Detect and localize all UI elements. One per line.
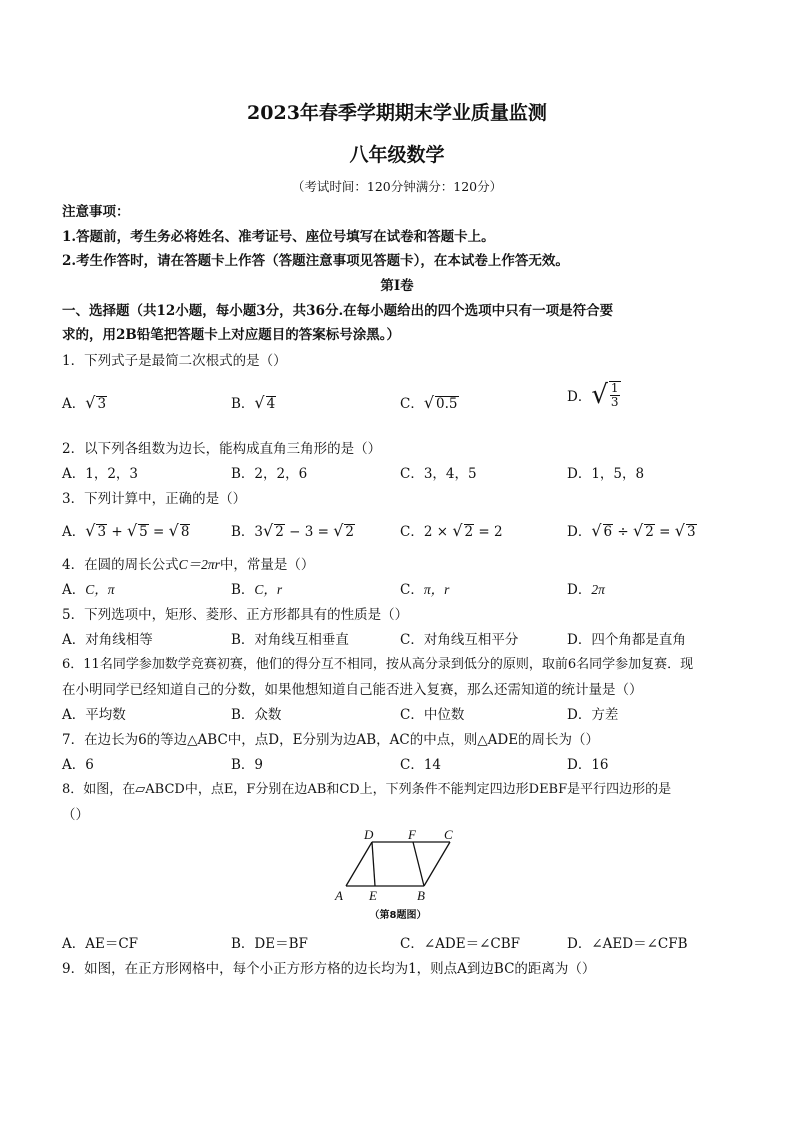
- q8-parallelogram-figure: [328, 826, 468, 924]
- q8-option-a: A．AE＝CF: [62, 936, 139, 952]
- q3-option-a: A．√ 3 + √ 5 = √ 8: [62, 521, 190, 540]
- q5-option-d: D．四个角都是直角: [567, 632, 686, 648]
- q5-stem: 5．下列选项中，矩形、菱形、正方形都具有的性质是（）: [62, 607, 409, 623]
- q3-stem: 3．下列计算中，正确的是（）: [62, 491, 247, 507]
- q8-label-b: B: [417, 888, 425, 903]
- q1-d-fraction: $\frac{1}{3}$: [610, 381, 619, 409]
- exam-title: 2023年春季学期期末学业质量监测: [247, 102, 547, 124]
- note-item-2: 2.考生作答时，请在答题卡上作答（答题注意事项见答题卡），在本试卷上作答无效。: [62, 253, 569, 269]
- q8-stem-line-2: （）: [62, 807, 89, 823]
- q2-option-a: A．1，2，3: [62, 466, 139, 482]
- q4-option-c: C．π，r: [400, 582, 450, 598]
- q7-stem: 7．在边长为6的等边△ABC中，点D，E分别为边AB，AC的中点，则△ADE的周长为（）: [62, 732, 600, 748]
- q3-option-c: C．2 × √ 2 = 2: [400, 521, 503, 540]
- q7-option-c: C．14: [400, 757, 442, 773]
- q1-b-radicand: 4: [266, 396, 276, 412]
- q1-option-b: B．√ 4: [231, 393, 276, 412]
- q6-option-d: D．方差: [567, 707, 619, 723]
- q5-option-a: A．对角线相等: [62, 632, 153, 648]
- notes-heading: 注意事项：: [62, 204, 130, 220]
- q8-option-c: C．∠ADE＝∠CBF: [400, 936, 520, 952]
- q4-formula: C＝2πr: [178, 557, 220, 572]
- q6-option-a: A．平均数: [62, 707, 126, 723]
- q8-figure-caption: （第8题图）: [369, 910, 427, 921]
- q2-stem: 2．以下列各组数为边长，能构成直角三角形的是（）: [62, 441, 382, 457]
- q8-option-b: B．DE＝BF: [231, 936, 308, 952]
- q2-option-b: B．2，2，6: [231, 466, 308, 482]
- q5-option-c: C．对角线互相平分: [400, 632, 519, 648]
- q8-label-c: C: [444, 827, 453, 842]
- q2-option-c: C．3，4，5: [400, 466, 477, 482]
- q4-option-a: A．C，π: [62, 582, 115, 598]
- section-1-line-1: 一、选择题（共12小题，每小题3分，共36分.在每小题给出的四个选项中只有一项是符合要: [62, 303, 614, 319]
- q6-option-b: B．众数: [231, 707, 282, 723]
- q8-label-f: F: [408, 827, 416, 842]
- q8-segment-de: [372, 842, 375, 886]
- q5-option-b: B．对角线互相垂直: [231, 632, 349, 648]
- q4-stem: 4．在圆的周长公式C＝2πr中，常量是（）: [62, 557, 315, 573]
- q1-c-radicand: 0.5: [436, 396, 458, 412]
- q7-option-d: D．16: [567, 757, 609, 773]
- exam-info: （考试时间：120分钟满分：120分）: [291, 179, 503, 194]
- q1-option-d: D．√ $\frac{1}{3}$: [567, 380, 619, 410]
- q8-edge-cb: [424, 842, 450, 886]
- part-title: 第Ⅰ卷: [380, 278, 414, 294]
- note-item-1: 1.答题前，考生务必将姓名、准考证号、座位号填写在试卷和答题卡上。: [62, 229, 495, 245]
- q6-stem-line-2: 在小明同学已经知道自己的分数，如果他想知道自己能否进入复赛，那么还需知道的统计量是（）: [62, 682, 643, 698]
- exam-subtitle: 八年级数学: [349, 144, 445, 166]
- q1-option-c: C．√ 0.5: [400, 393, 458, 412]
- q3-option-b: B．3√ 2 − 3 = √ 2: [231, 521, 354, 540]
- section-1-line-2: 求的，用2B铅笔把答题卡上对应题目的答案标号涂黑。）: [62, 327, 401, 343]
- q6-stem-line-1: 6．11名同学参加数学竞赛初赛，他们的得分互不相同，按从高分录到低分的原则，取前6名同学参加复赛．现: [62, 657, 694, 672]
- q7-option-b: B．9: [231, 757, 264, 773]
- q8-stem-line-1: 8．如图，在▱ABCD中，点E，F分别在边AB和CD上，下列条件不能判定四边形DEBF是平行四边形的是: [62, 782, 672, 797]
- q8-label-d: D: [364, 827, 374, 842]
- q1-option-a: A．√ 3: [62, 393, 107, 412]
- q8-edge-ad: [346, 842, 372, 886]
- q2-option-d: D．1，5，8: [567, 466, 645, 482]
- q8-label-a: A: [335, 888, 343, 903]
- q1-a-radicand: 3: [97, 396, 107, 412]
- q4-option-b: B．C，r: [231, 582, 283, 598]
- q7-option-a: A．6: [62, 757, 94, 773]
- q4-option-d: D．2π: [567, 582, 605, 598]
- q3-option-d: D．√ 6 ÷ √ 2 = √ 3: [567, 521, 696, 540]
- q6-option-c: C．中位数: [400, 707, 465, 723]
- q1-stem: 1．下列式子是最简二次根式的是（）: [62, 353, 287, 369]
- q8-label-e: E: [369, 888, 377, 903]
- q8-segment-fb: [413, 842, 424, 886]
- q8-option-d: D．∠AED＝∠CFB: [567, 936, 688, 952]
- q9-stem: 9．如图，在正方形网格中，每个小正方形方格的边长均为1，则点A到边BC的距离为（）: [62, 961, 596, 977]
